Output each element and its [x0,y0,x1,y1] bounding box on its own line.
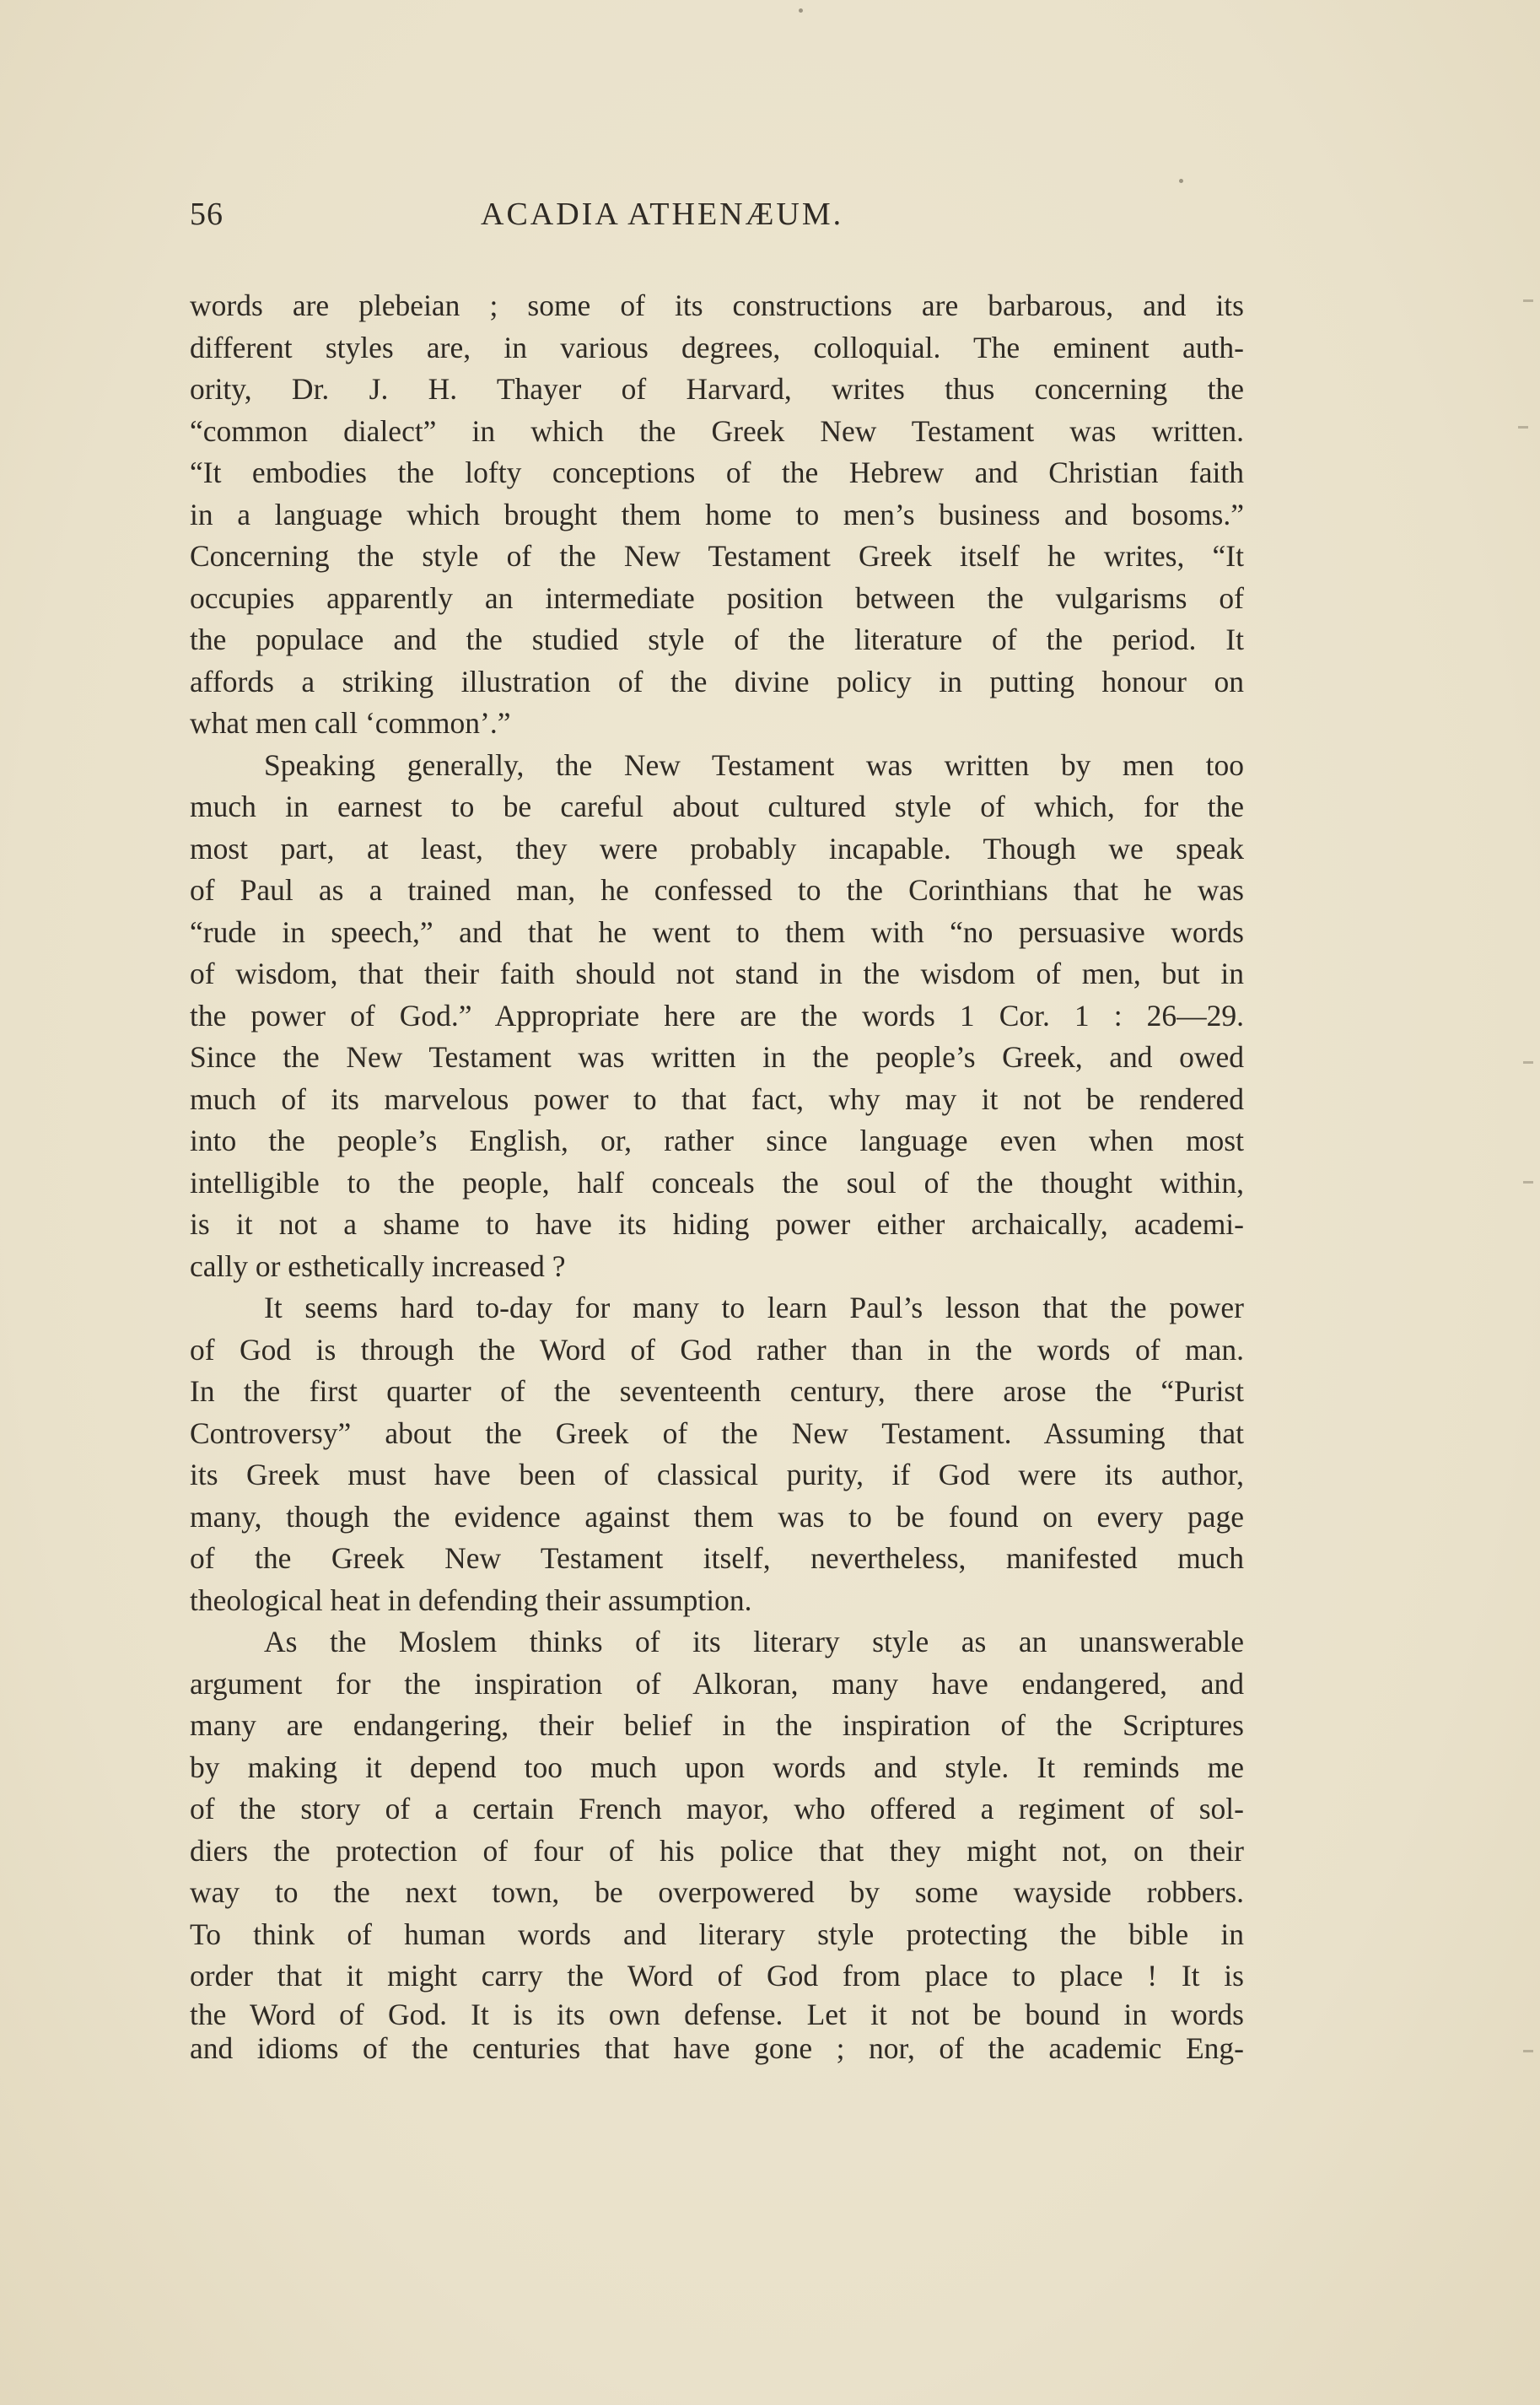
text-line: different styles are, in various degrees, colloquial. The eminent auth- [190,330,1244,364]
ink-speck [1179,179,1183,183]
running-head: ACADIA ATHENÆUM. [481,197,844,232]
text-line: theological heat in defending their assumption. [190,1583,752,1617]
text-line: “rude in speech,” and that he went to them with “no persuasive words [190,914,1244,949]
text-line: of Paul as a trained man, he confessed to the Corinthians that he was [190,873,1244,907]
text-line: of God is through the Word of God rather than in the words of man. [190,1332,1244,1367]
text-line: Since the New Testament was written in the people’s Greek, and owed [190,1040,1244,1074]
paragraph-2 [190,745,1244,1288]
text-line: most part, at least, they were probably incapable. Though we speak [190,831,1244,865]
text-line: Concerning the style of the New Testament Greek itself he writes, “It [190,539,1244,573]
ink-speck [799,8,803,13]
text-line: much of its marvelous power to that fact, why may it not be rendered [190,1081,1244,1116]
text-line: of the story of a certain French mayor, who offered a regiment of sol- [190,1792,1244,1825]
text-line: the power of God.” Appropriate here are the words 1 Cor. 1 : 26—29. [190,998,1244,1033]
text-line: intelligible to the people, half conceals the soul of the thought within, [190,1165,1244,1200]
text-line: the populace and the studied style of the literature of the period. It [190,623,1244,656]
text-line: occupies apparently an intermediate position between the vulgarisms of [190,580,1244,615]
text-line: is it not a shame to have its hiding power either archaically, academi- [190,1207,1244,1241]
text-line: much in earnest to be careful about cultured style of which, for the [190,790,1244,823]
text-line: ority, Dr. J. H. Thayer of Harvard, writes thus concerning the [190,372,1244,406]
text-line: words are plebeian ; some of its constructions are barbarous, and its [190,288,1244,322]
text-line: into the people’s English, or, rather since language even when most [190,1124,1244,1157]
text-line: in a language which brought them home to men’s business and bosoms.” [190,497,1244,531]
text-line: its Greek must have been of classical purity, if God were its author, [190,1458,1244,1491]
text-line: “common dialect” in which the Greek New Testament was written. [190,413,1244,448]
text-line: the Word of God. It is its own defense. Let it not be bound in words [190,1997,1244,2031]
margin-mark [1523,1061,1533,1064]
page-header [190,196,1236,246]
margin-mark [1523,1181,1533,1184]
page-number: 56 [190,197,223,232]
text-line: of the Greek New Testament itself, nevertheless, manifested much [190,1541,1244,1575]
body-text [190,285,1244,2065]
text-line: In the first quarter of the seventeenth century, there arose the “Purist [190,1374,1244,1408]
text-line: argument for the inspiration of Alkoran, many have endangered, and [190,1666,1244,1701]
margin-mark [1523,2050,1533,2052]
text-line: diers the protection of four of his police that they might not, on their [190,1833,1244,1868]
text-line: many, though the evidence against them was to be found on every page [190,1499,1244,1534]
text-line: affords a striking illustration of the divine policy in putting honour on [190,664,1244,698]
text-line: of wisdom, that their faith should not stand in the wisdom of men, but in [190,957,1244,990]
text-line: To think of human words and literary style protecting the bible in [190,1917,1244,1951]
text-line: As the Moslem thinks of its literary style as an unanswerable [264,1625,1244,1658]
paragraph-3 [190,1287,1244,1621]
text-line: way to the next town, be overpowered by some wayside robbers. [190,1875,1244,1909]
text-line: what men call ‘common’.” [190,706,511,740]
text-line: order that it might carry the Word of God from place to place ! It is [190,1959,1244,1992]
text-line: and idioms of the centuries that have gone ; nor, of the academic Eng- [190,2030,1244,2065]
text-line: by making it depend too much upon words and style. It reminds me [190,1750,1244,1784]
paragraph-1 [190,285,1244,745]
text-line: Controversy” about the Greek of the New Testament. Assuming that [190,1415,1244,1450]
paragraph-4 [190,1621,1244,2065]
text-line: It seems hard to-day for many to learn Paul’s lesson that the power [264,1291,1244,1324]
text-line: “It embodies the lofty conceptions of the Hebrew and Christian faith [190,456,1244,489]
margin-mark [1523,299,1533,302]
margin-mark [1518,426,1528,429]
text-line: cally or esthetically increased ? [190,1248,566,1283]
text-line: Speaking generally, the New Testament was written by men too [264,747,1244,782]
text-line: many are endangering, their belief in the inspiration of the Scriptures [190,1708,1244,1742]
